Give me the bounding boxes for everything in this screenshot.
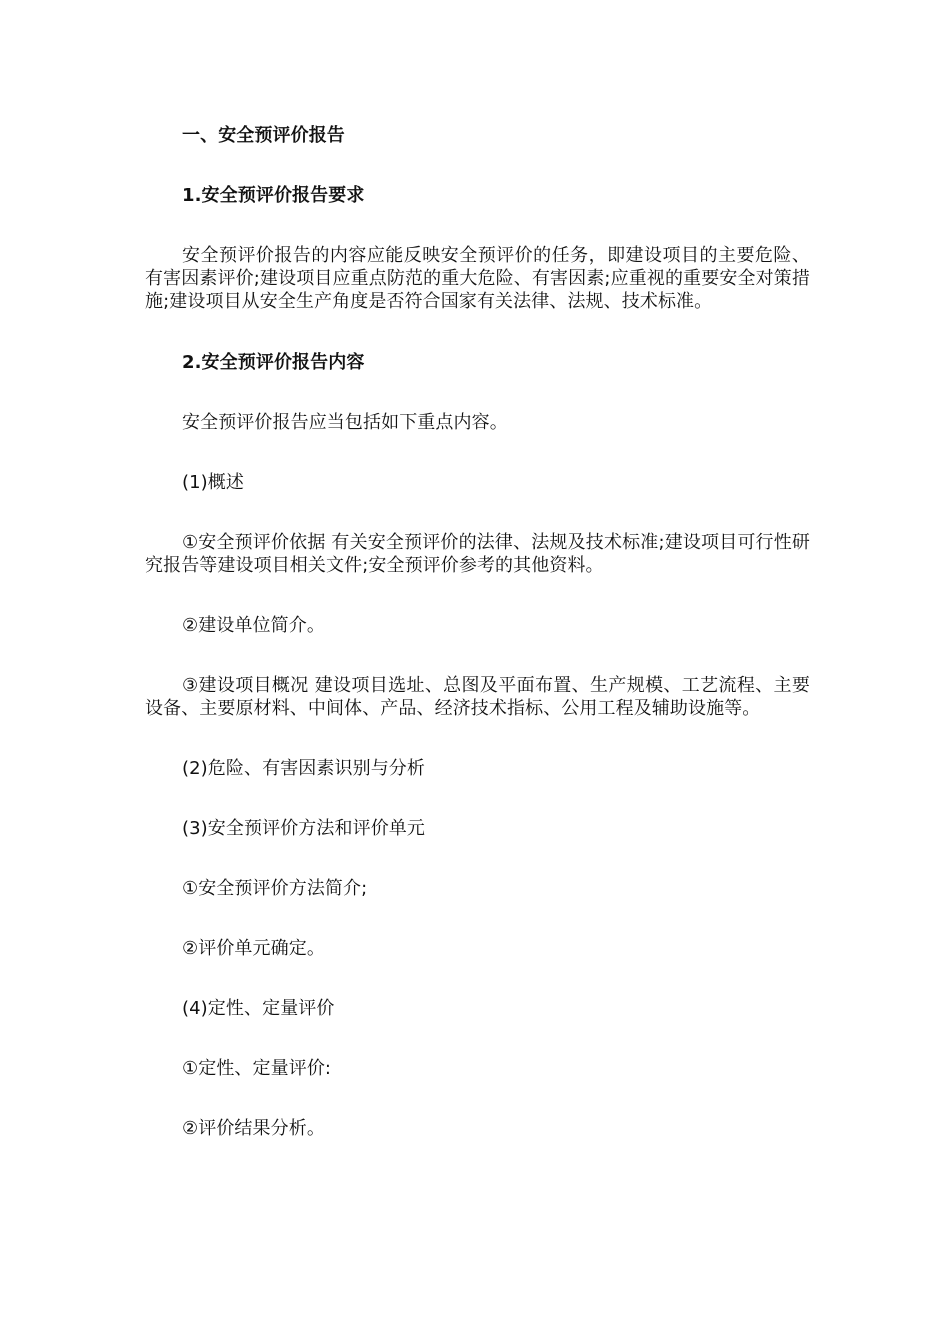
list-item-methods-and-units: (3)安全预评价方法和评价单元 bbox=[182, 818, 425, 839]
paragraph-intro: 安全预评价报告应当包括如下重点内容。 bbox=[182, 412, 508, 433]
list-item-result-analysis: ②评价结果分析。 bbox=[182, 1118, 325, 1139]
list-item-hazard-identification: (2)危险、有害因素识别与分析 bbox=[182, 758, 425, 779]
list-item-project-overview: ③建设项目概况 建设项目选址、总图及平面布置、生产规模、工艺流程、主要设备、主要原材料、中间体、产品、经济技术指标、公用工程及辅助设施等。 bbox=[145, 675, 810, 719]
list-item-unit-intro: ②建设单位简介。 bbox=[182, 615, 325, 636]
paragraph-requirements: 安全预评价报告的内容应能反映安全预评价的任务，即建设项目的主要危险、有害因素评价;建设项目应重点防范的重大危险、有害因素;应重视的重要安全对策措施;建设项目从安全生产角度是否符合国家有关法律、法规、技术标准。 bbox=[145, 245, 810, 312]
section-heading: 一、安全预评价报告 bbox=[182, 125, 345, 146]
subsection-heading-requirements: 1.安全预评价报告要求 bbox=[182, 185, 365, 206]
list-item-qq-evaluation: ①定性、定量评价: bbox=[182, 1058, 332, 1079]
list-item-unit-determination: ②评价单元确定。 bbox=[182, 938, 325, 959]
document-body bbox=[145, 124, 810, 1140]
list-item-overview: (1)概述 bbox=[182, 472, 244, 493]
list-item-evaluation-basis: ①安全预评价依据 有关安全预评价的法律、法规及技术标准;建设项目可行性研究报告等建设项目相关文件;安全预评价参考的其他资料。 bbox=[145, 532, 810, 576]
subsection-heading-contents: 2.安全预评价报告内容 bbox=[182, 352, 365, 373]
list-item-qualitative-quantitative: (4)定性、定量评价 bbox=[182, 998, 335, 1019]
list-item-method-intro: ①安全预评价方法简介; bbox=[182, 878, 368, 899]
